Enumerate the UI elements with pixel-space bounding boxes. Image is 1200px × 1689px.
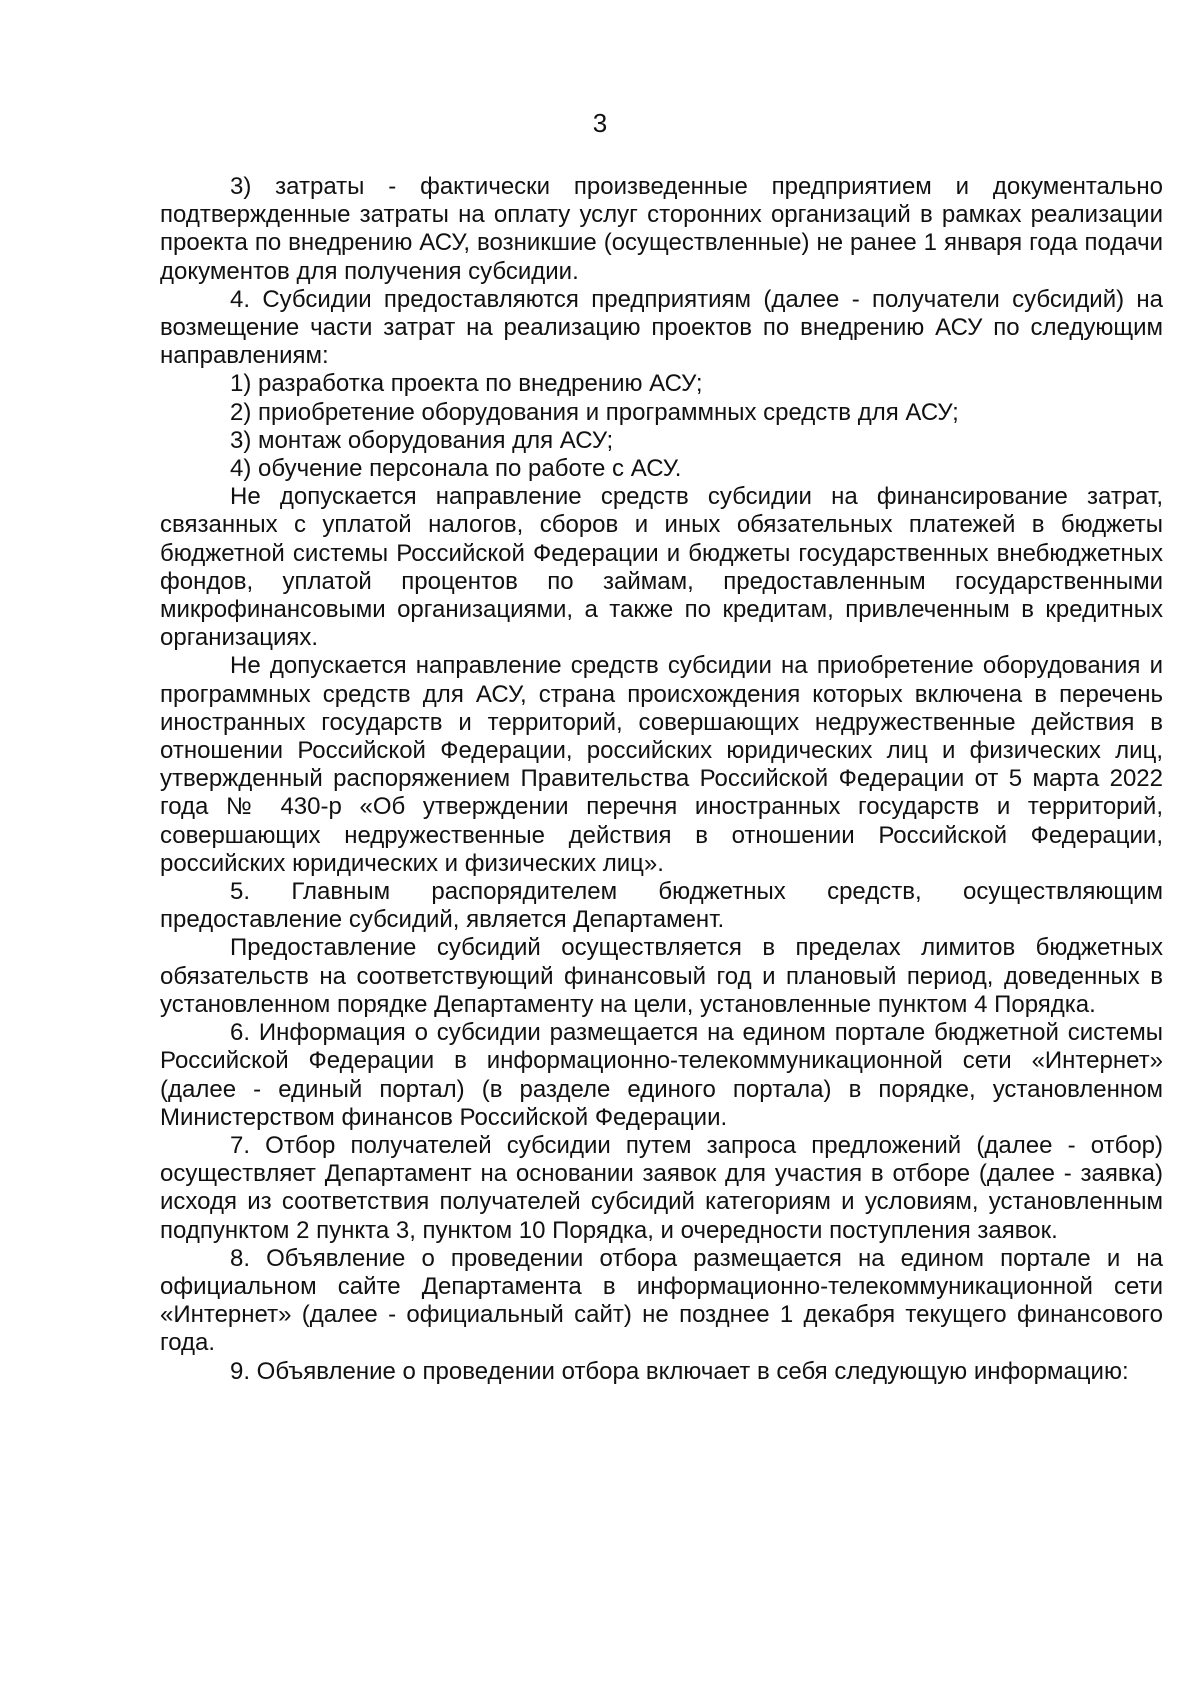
paragraph-7-selection: 7. Отбор получателей субсидии путем запроса предложений (далее - отбор) осуществляет Департамент на основании заявок для участия в отборе (далее - заявка) исходя из соответствия получателей субсидий категориям и условиям, установленным подпунктом 2 пункта 3, пунктом 10 Порядка, и очередности поступления заявок. xyxy=(160,1131,1163,1244)
page-number: 3 xyxy=(592,108,608,138)
paragraph-5-distributor: 5. Главным распорядителем бюджетных средств, осуществляющим предоставление субсидий, является Департамент. xyxy=(160,878,1163,934)
paragraph-limits: Предоставление субсидий осуществляется в пределах лимитов бюджетных обязательств на соответствующий финансовый год и плановый период, доведенных в установленном порядке Департаменту на цели, установленные пунктом 4 Порядка. xyxy=(160,934,1163,1018)
list-item-1: 1) разработка проекта по внедрению АСУ; xyxy=(230,370,703,398)
paragraph-3-costs: 3) затраты - фактически произведенные предприятием и документально подтвержденные затраты на оплату услуг сторонних организаций в рамках реализации проекта по внедрению АСУ, возникшие (осуществленные) не ранее 1 января года подачи документов для получения субсидии. xyxy=(160,173,1163,285)
paragraph-restriction-foreign: Не допускается направление средств субсидии на приобретение оборудования и программных средств для АСУ, страна происхождения которых включена в перечень иностранных государств и территорий, совершающих недружественные действия в отношении Российской Федерации, российских юридических лиц и физических лиц, утвержденный распоряжением Правительства Российской Федерации от 5 марта 2022 года № 430-р «Об утверждении перечня иностранных государств и территорий, совершающих недружественные действия в отношении Российской Федерации, российских юридических и физических лиц». xyxy=(160,652,1163,877)
paragraph-9-announcement-contents: 9. Объявление о проведении отбора включает в себя следующую информацию: xyxy=(230,1357,1129,1385)
list-item-4: 4) обучение персонала по работе с АСУ. xyxy=(230,455,682,483)
paragraph-restriction-taxes: Не допускается направление средств субсидии на финансирование затрат, связанных с уплатой налогов, сборов и иных обязательных платежей в бюджеты бюджетной системы Российской Федерации и бюджеты государственных внебюджетных фондов, уплатой процентов по займам, предоставленным государственными микрофинансовыми организациями, а также по кредитам, привлеченным в кредитных организациях. xyxy=(160,483,1163,652)
list-item-3: 3) монтаж оборудования для АСУ; xyxy=(230,426,614,454)
document-body xyxy=(160,173,1163,1386)
paragraph-6-information: 6. Информация о субсидии размещается на едином портале бюджетной системы Российской Федерации в информационно-телекоммуникационной сети «Интернет» (далее - единый портал) (в разделе единого портала) в порядке, установленном Министерством финансов Российской Федерации. xyxy=(160,1019,1163,1131)
paragraph-8-announcement: 8. Объявление о проведении отбора размещается на едином портале и на официальном сайте Департамента в информационно-телекоммуникационной сети «Интернет» (далее - официальный сайт) не позднее 1 декабря текущего финансового года. xyxy=(160,1244,1163,1357)
list-item-2: 2) приобретение оборудования и программных средств для АСУ; xyxy=(230,398,959,426)
paragraph-4-subsidies: 4. Субсидии предоставляются предприятиям (далее - получатели субсидий) на возмещение части затрат на реализацию проектов по внедрению АСУ по следующим направлениям: xyxy=(160,285,1163,370)
